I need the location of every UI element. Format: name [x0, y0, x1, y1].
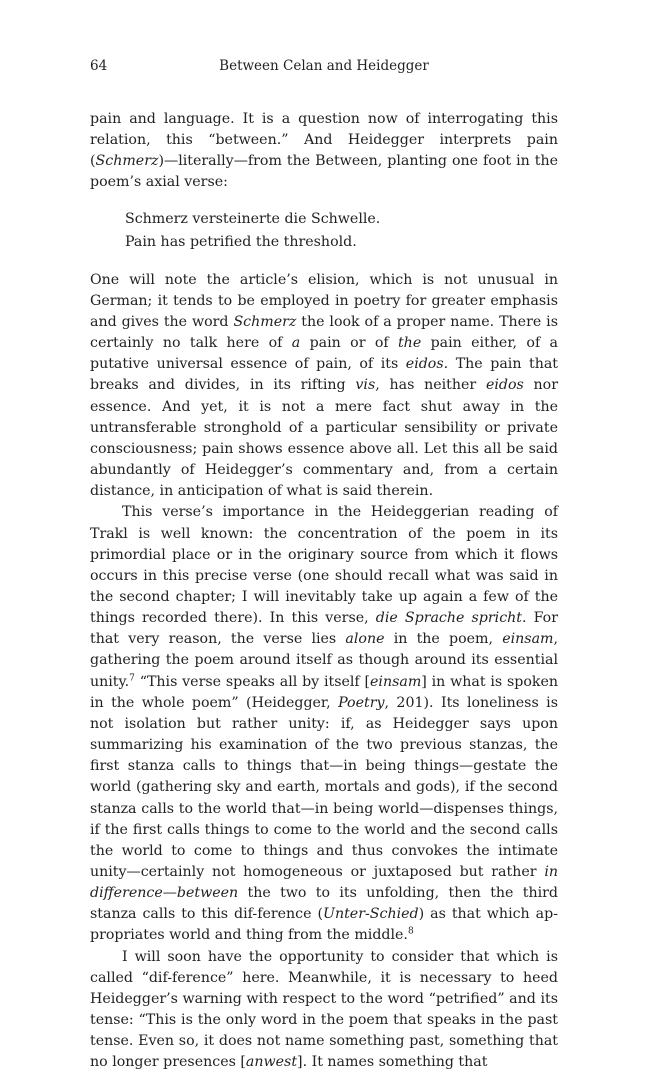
text-run: , 201). Its loneliness is not isolation but rather unity: if, as Heidegger says upon summarizing his examination of the two previous stanzas, the first stanza calls to things that—in being things—gestate the world (gathering sky and earth, mortals and gods), if the second stanza calls to the world that—in being world—dispenses things, if the first calls things to come to the world and the second calls the world to come to things and thus convokes the intimate unity—certainly not homogeneous or juxtaposed but rather	[90, 694, 558, 880]
text-run: One will note the article’s elision, which is not unusual in German; it tends to be employed in poetry for greater emphasis and gives the word	[90, 271, 558, 330]
text-run: the two to its unfolding, then the third stanza calls to this dif-ference (	[90, 885, 558, 923]
text-run: , gathering the poem around itself as though around its essential unity.	[90, 631, 559, 690]
italic-term: the	[397, 335, 422, 352]
text-run: “This verse speaks all by itself [	[134, 673, 371, 690]
footnote-marker[interactable]: 8	[407, 926, 414, 937]
paragraph-2	[90, 270, 558, 503]
text-run: pain either, of a putative universal essence of pain, of its	[90, 335, 559, 373]
page-number: 64	[90, 58, 108, 74]
book-page	[90, 56, 558, 1074]
italic-term: Schmerz	[95, 153, 159, 170]
italic-term: Unter-Schied	[323, 906, 419, 923]
italic-term: anwest	[245, 1054, 298, 1071]
text-run: ] in what is spoken in the whole poem” (Heidegger,	[90, 673, 558, 711]
text-run: in the poem,	[384, 631, 503, 648]
text-run: )—literally—from the Between, planting one foot in the poem’s axial verse:	[90, 153, 558, 191]
text-run: pain or of	[300, 335, 398, 352]
paragraph-1	[90, 109, 558, 194]
text-run: . For that very reason, the verse lies	[90, 610, 558, 648]
footnote-marker[interactable]: 7	[129, 672, 135, 683]
italic-term: Schmerz	[233, 313, 297, 330]
text-run: I will soon have the opportunity to consider that which is called “dif-ference” here. Meanwhile, it is necessary to heed Heidegger’s warning with respect to the word “petrified” and its tense: “This is the only word in the poem that speaks in the past tense. Even so, it does not name something past, something that no longer presences [	[90, 948, 558, 1071]
italic-term: Poetry	[338, 694, 385, 711]
italic-term: a	[291, 335, 301, 352]
paragraph-4	[90, 947, 558, 1074]
text-run: , has neither	[375, 377, 486, 394]
running-title: Between Celan and Heidegger	[219, 58, 429, 74]
text-run: the look of a proper name. There is certainly no talk here of	[90, 313, 558, 352]
italic-term: alone	[345, 631, 385, 648]
text-run: ) as that which ap-propriates world and thing from the middle.	[90, 906, 558, 944]
paragraph-3	[90, 502, 558, 946]
text-run: This verse’s importance in the Heideggerian reading of Trakl is well known: the concentration of the poem in its primordial place or in the originary source from which it flows occurs in this precise verse (one should recall what was said in the second chapter; I will inevitably take up again a few of the things recorded there). In this verse,	[90, 504, 558, 627]
text-run: The pain that breaks and divides, in its rifting	[90, 356, 558, 394]
italic-term: vis	[355, 377, 376, 394]
italic-term: in difference—between	[90, 864, 558, 902]
verse-quotation	[125, 208, 558, 254]
text-run: ]. It names something that	[297, 1054, 488, 1071]
verse-line-german: Schmerz versteinerte die Schwelle.	[125, 210, 381, 227]
italic-term: eidos.	[405, 356, 449, 373]
page-header	[90, 56, 558, 76]
italic-term: eidos	[485, 377, 524, 394]
text-run: pain and language. It is a question now of interrogating this relation, this “between.” And Heidegger interprets pain (	[90, 111, 558, 170]
italic-term: die Sprache spricht	[375, 610, 522, 627]
text-run: nor essence. And yet, it is not a mere fact shut away in the untransferable stronghold of a particular sensibility or private consciousness; pain shows essence above all. Let this all be said abundantly of Heidegger’s commentary and, from a certain distance, in anticipation of what is said therein.	[90, 377, 558, 500]
verse-line-english: Pain has petrified the threshold.	[125, 233, 357, 250]
italic-term: einsam	[502, 631, 554, 648]
italic-term: einsam	[370, 673, 422, 690]
